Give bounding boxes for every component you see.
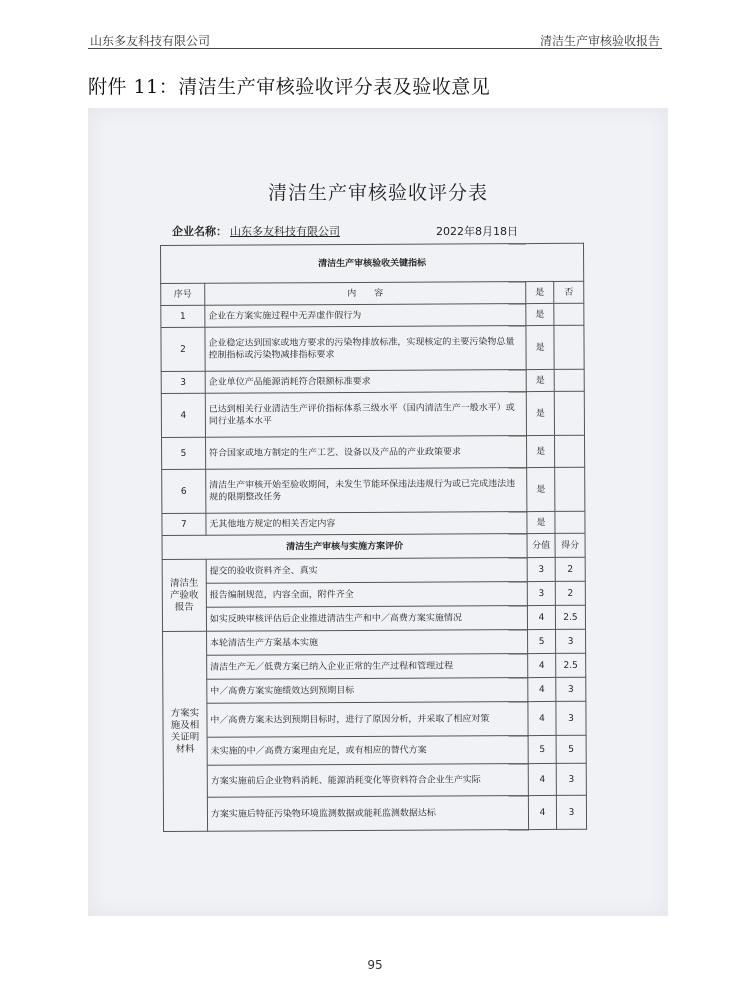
row-get: 3 — [556, 701, 586, 735]
table-row — [161, 391, 584, 437]
row-content: 未实施的中／高费方案理由充足，或有相应的替代方案 — [207, 736, 528, 766]
table-row — [162, 605, 585, 631]
row-content: 清洁生产无／低费方案已纳入企业正常的生产过程和管理过程 — [207, 654, 528, 680]
row-yes: 是 — [527, 511, 555, 533]
row-content: 方案实施前后企业物料消耗、能源消耗变化等资料符合企业生产实际 — [207, 764, 528, 798]
row-no-cell — [555, 435, 585, 467]
row-content: 清洁生产审核开始至验收期间，未发生节能环保违法违规行为或已完成违法违规的限期整改任务 — [206, 468, 527, 514]
row-content: 企业单位产品能源消耗符合限额标准要求 — [205, 370, 526, 394]
company-line — [172, 223, 340, 239]
row-content: 企业在方案实施过程中无弄虚作假行为 — [205, 304, 526, 328]
row-get: 2 — [555, 581, 585, 605]
row-content: 中／高费方案未达到预期目标时，进行了原因分析，并采取了相应对策 — [207, 702, 528, 738]
table-row — [163, 763, 586, 797]
row-no-cell — [554, 369, 584, 391]
row-yes: 是 — [526, 369, 554, 391]
row-yes: 是 — [526, 303, 554, 325]
row-get: 3 — [556, 677, 586, 701]
row-no-cell — [554, 325, 584, 369]
row-score: 3 — [527, 557, 555, 581]
row-get: 5 — [556, 735, 586, 763]
row-get: 2.5 — [556, 653, 586, 677]
row-score: 4 — [528, 763, 556, 795]
form-title: 清洁生产审核验收评分表 — [267, 182, 488, 204]
row-content: 报告编制规范，内容全面，附件齐全 — [206, 582, 527, 608]
row-content: 中／高费方案实施绩效达到预期目标 — [207, 678, 528, 704]
header-divider — [88, 48, 662, 49]
row-content: 方案实施后特征污染物环境监测数据或能耗监测数据达标 — [207, 796, 528, 832]
col-no2-header: 否 — [554, 281, 584, 303]
row-content: 本轮清洁生产方案基本实施 — [206, 630, 527, 656]
attachment-title: 附件 11：清洁生产审核验收评分表及验收意见 — [88, 76, 491, 98]
table-row — [163, 677, 586, 703]
row-score: 3 — [527, 581, 555, 605]
row-no: 6 — [162, 469, 206, 513]
row-score: 4 — [528, 677, 556, 701]
table-row — [161, 325, 584, 371]
row-no-cell — [555, 467, 585, 511]
row-no: 3 — [161, 371, 205, 393]
row-no: 1 — [161, 305, 205, 327]
row-content: 如实反映审核评估后企业推进清洁生产和中／高费方案实施情况 — [206, 606, 527, 632]
table-row — [162, 511, 585, 535]
row-content: 符合国家或地方制定的生产工艺、设备以及产品的产业政策要求 — [205, 436, 526, 470]
row-no-cell — [554, 391, 584, 435]
row-score: 4 — [528, 701, 556, 735]
row-no: 2 — [161, 327, 205, 371]
row-score: 4 — [527, 605, 555, 629]
form-date: 2022年8月18日 — [436, 225, 518, 238]
row-score: 4 — [528, 653, 556, 677]
page-header — [88, 30, 662, 50]
row-no-cell — [555, 511, 585, 533]
row-get: 2 — [555, 557, 585, 581]
row-no: 4 — [161, 393, 205, 437]
row-content: 企业稳定达到国家或地方要求的污染物排放标准，实现核定的主要污染物总量控制指标或污染物减排指标要求 — [205, 326, 526, 372]
row-yes: 是 — [526, 325, 554, 369]
col-no-header: 序号 — [161, 283, 205, 305]
table-row — [162, 467, 585, 513]
section1-title: 清洁生产审核验收关键指标 — [161, 243, 584, 283]
company-name: 山东多友科技有限公司 — [230, 225, 340, 238]
row-content: 提交的验收资料齐全、真实 — [206, 558, 527, 584]
col-get-header: 得分 — [555, 533, 585, 557]
row-get: 3 — [556, 763, 586, 795]
table-row — [163, 735, 586, 765]
row-get: 3 — [556, 629, 586, 653]
row-no-cell — [554, 303, 584, 325]
table-row — [162, 435, 585, 469]
header-company: 山东多友科技有限公司 — [90, 34, 211, 48]
col-score-header: 分值 — [527, 533, 555, 557]
row-get: 2.5 — [555, 605, 585, 629]
table-row — [162, 557, 585, 583]
col-content-header: 内 容 — [205, 282, 526, 306]
group-implementation-label: 方案实施及相关证明材料 — [163, 631, 208, 831]
col-yes-header: 是 — [526, 281, 554, 303]
page-number: 95 — [367, 958, 383, 972]
row-yes: 是 — [526, 391, 554, 435]
row-score: 5 — [528, 629, 556, 653]
evaluation-table — [160, 243, 587, 832]
scanned-form — [88, 108, 668, 916]
table-row — [163, 701, 586, 737]
row-score: 4 — [528, 795, 556, 829]
row-get: 3 — [556, 795, 586, 829]
group-report-label: 清洁生产验收报告 — [162, 559, 206, 631]
section2-title: 清洁生产审核与实施方案评价 — [162, 534, 527, 560]
table-row — [162, 581, 585, 607]
row-content: 无其他地方规定的相关否定内容 — [206, 512, 527, 536]
row-no: 7 — [162, 513, 206, 535]
row-content: 已达到相关行业清洁生产评价指标体系三级水平（国内清洁生产一般水平）或同行业基本水平 — [205, 392, 526, 438]
row-no: 5 — [162, 437, 206, 469]
table-row — [163, 795, 586, 831]
row-yes: 是 — [527, 435, 555, 467]
header-report-title: 清洁生产审核验收报告 — [539, 34, 660, 48]
table-row — [161, 303, 584, 327]
company-label: 企业名称： — [172, 225, 227, 238]
row-yes: 是 — [527, 467, 555, 511]
table-row — [161, 369, 584, 393]
row-score: 5 — [528, 735, 556, 763]
table-row — [163, 653, 586, 679]
table-row — [163, 629, 586, 655]
